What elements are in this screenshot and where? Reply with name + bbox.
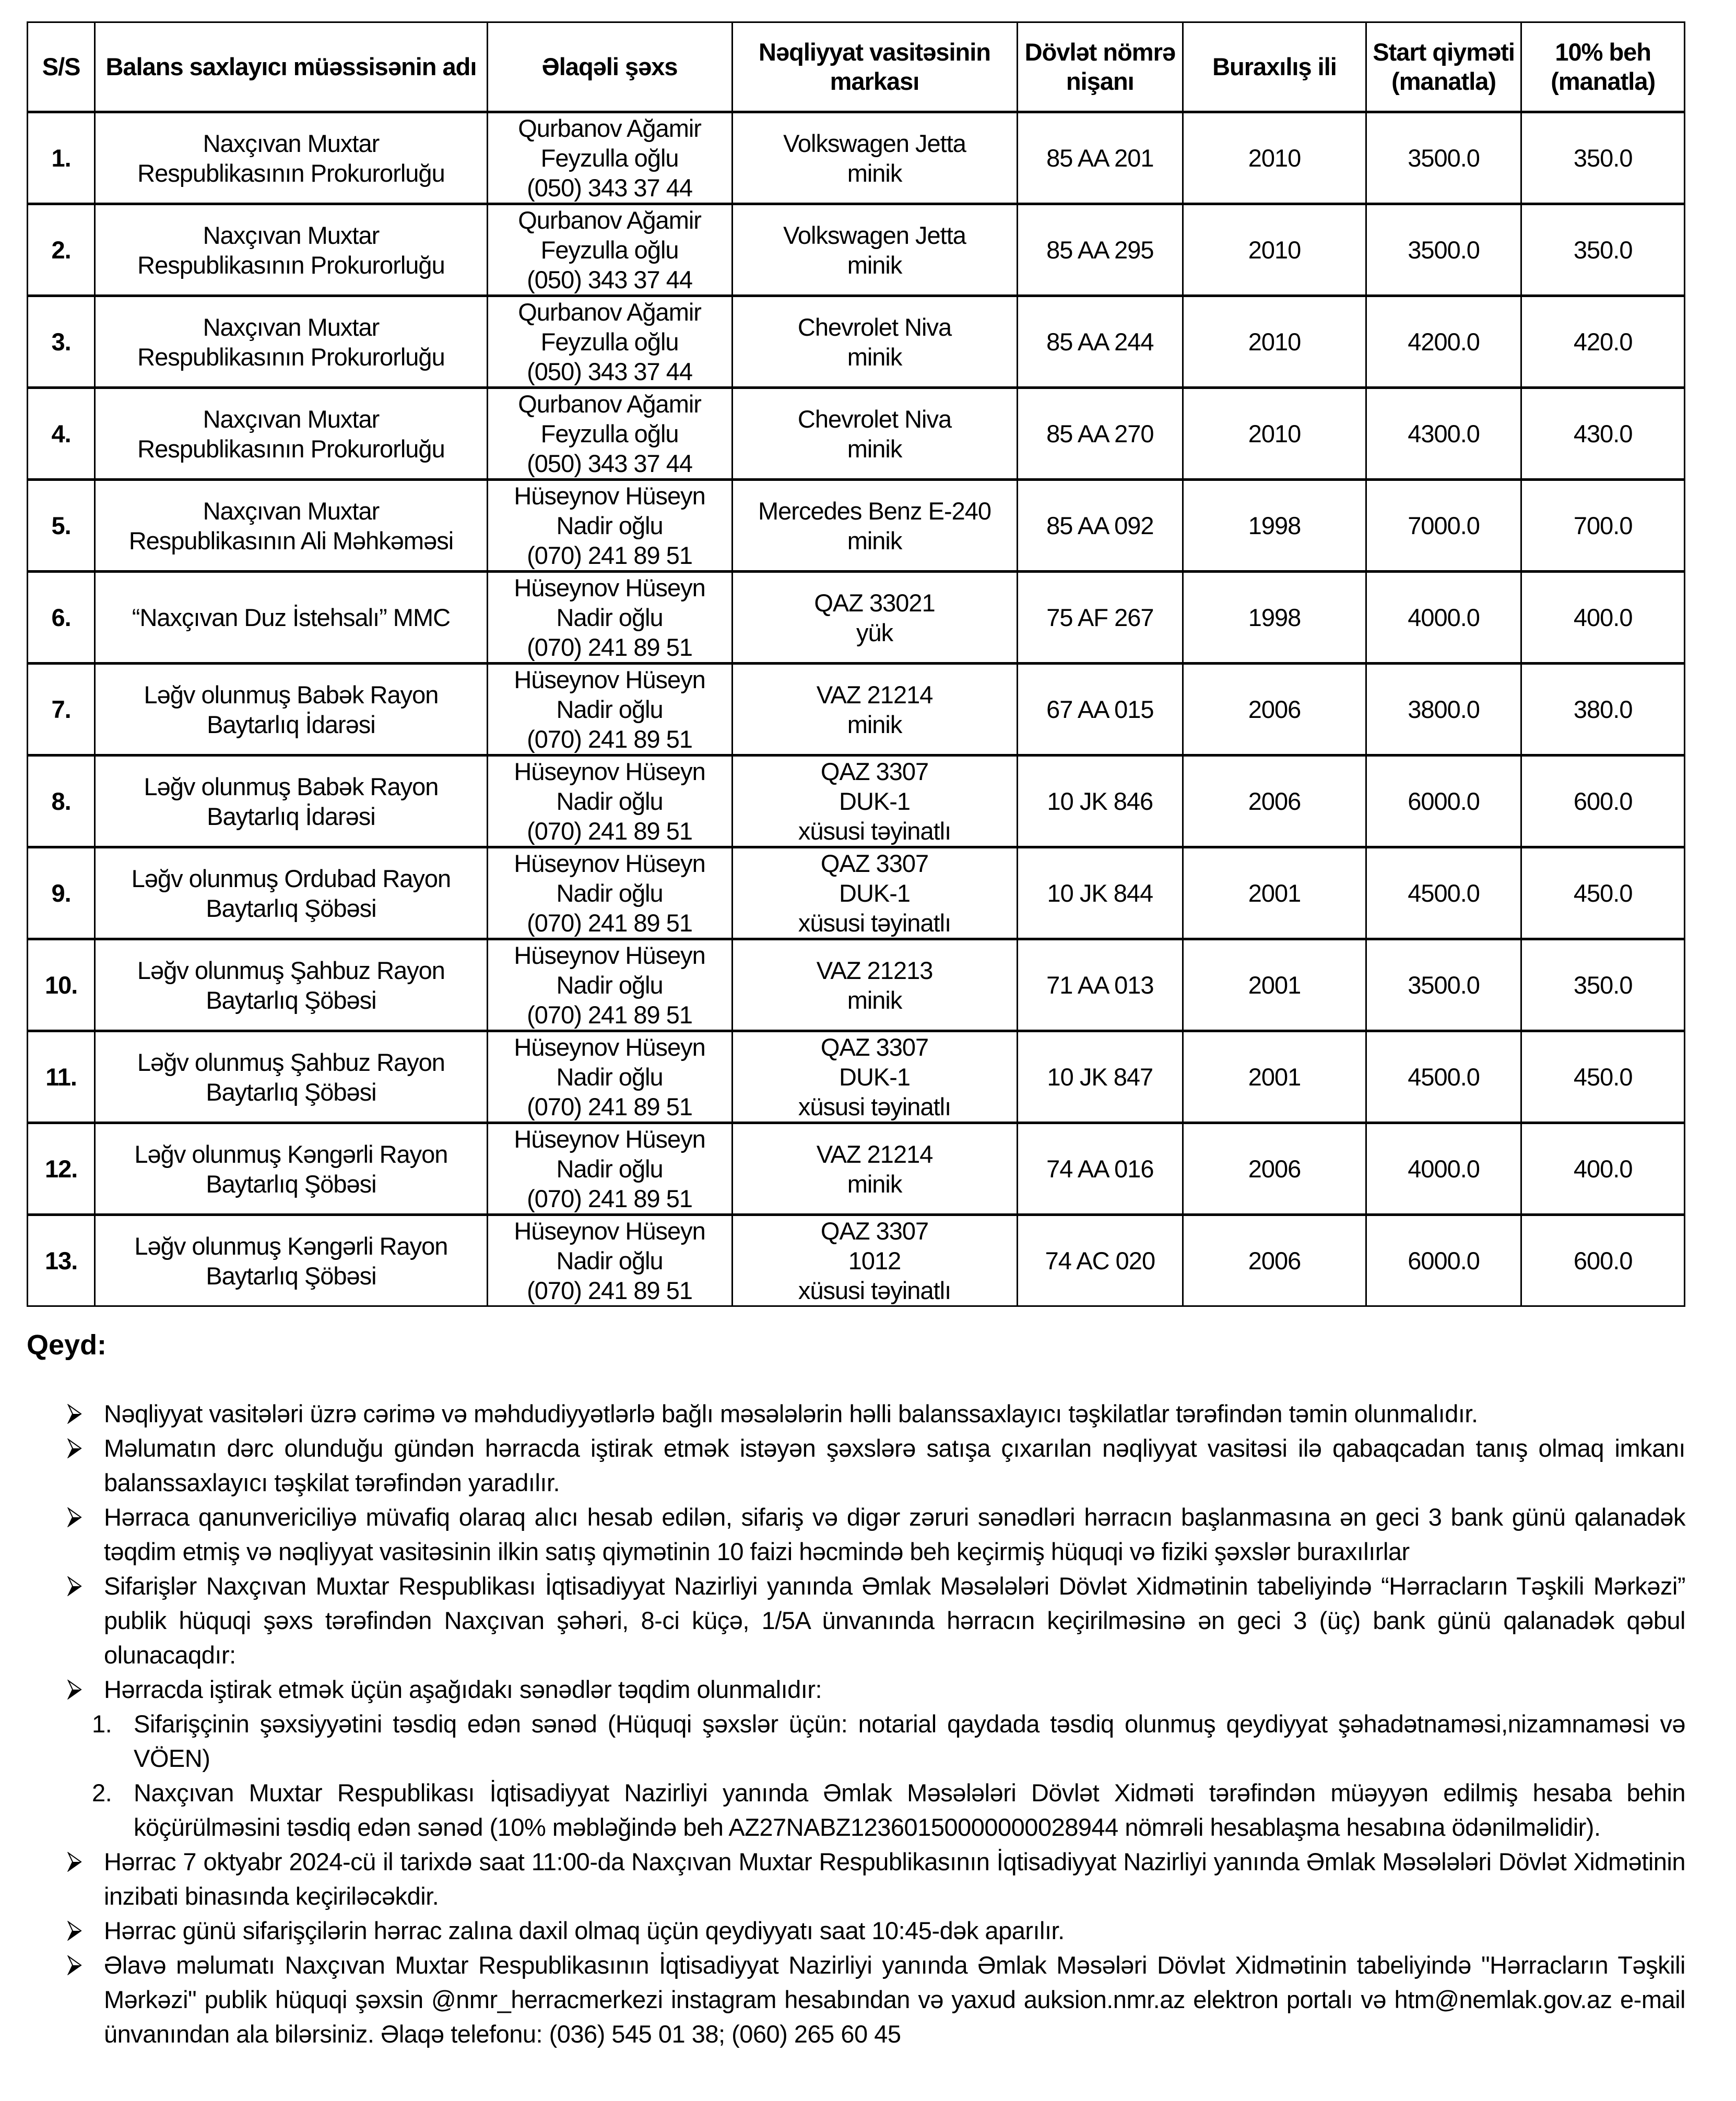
cell-organization-line: Naxçıvan Muxtar xyxy=(203,313,380,341)
cell-contact-person-line: (070) 241 89 51 xyxy=(527,1277,693,1304)
cell-contact-person-line: Nadir oğlu xyxy=(556,604,663,631)
cell-organization-line: Baytarlıq Şöbəsi xyxy=(206,894,376,922)
cell-organization xyxy=(95,847,487,939)
note-bullet-item xyxy=(27,1948,1685,2051)
cell-organization-line: Ləğv olunmuş Ordubad Rayon xyxy=(131,864,451,892)
cell-vehicle-brand xyxy=(732,296,1017,388)
cell-start-price: 4000.0 xyxy=(1366,1123,1521,1215)
cell-vehicle-brand-line: yük xyxy=(856,618,893,646)
cell-organization-line: Naxçıvan Muxtar xyxy=(203,129,380,157)
cell-contact-person-line: Qurbanov Ağamir xyxy=(518,390,701,418)
cell-start-price: 3500.0 xyxy=(1366,112,1521,204)
cell-vehicle-brand-line: 1012 xyxy=(848,1247,901,1274)
note-bullet-item xyxy=(27,1569,1685,1672)
cell-plate-number: 85 AA 244 xyxy=(1017,296,1183,388)
cell-deposit: 450.0 xyxy=(1521,847,1685,939)
cell-start-price: 4500.0 xyxy=(1366,1031,1521,1123)
cell-vehicle-brand xyxy=(732,204,1017,296)
cell-contact-person xyxy=(487,756,732,847)
cell-vehicle-brand-line: VAZ 21214 xyxy=(816,680,933,709)
cell-vehicle-brand-line: minik xyxy=(847,710,902,738)
cell-contact-person-line: (050) 343 37 44 xyxy=(527,174,693,202)
note-item-index: 2. xyxy=(92,1779,112,1807)
header-vehicle-brand: Nəqliyyat vasitəsinin markası xyxy=(732,22,1017,112)
cell-ss: 2. xyxy=(28,204,95,296)
cell-contact-person-line: Nadir oğlu xyxy=(556,1063,663,1091)
note-numbered-item xyxy=(27,1707,1685,1776)
header-start-price: Start qiyməti (manatla) xyxy=(1366,22,1521,112)
cell-organization xyxy=(95,664,487,756)
cell-release-year: 1998 xyxy=(1183,480,1366,572)
cell-contact-person xyxy=(487,847,732,939)
cell-contact-person xyxy=(487,204,732,296)
cell-vehicle-brand xyxy=(732,388,1017,480)
cell-deposit: 400.0 xyxy=(1521,572,1685,664)
cell-contact-person xyxy=(487,480,732,572)
cell-plate-number: 85 AA 295 xyxy=(1017,204,1183,296)
cell-vehicle-brand-line: xüsusi təyinatlı xyxy=(798,1093,951,1120)
cell-plate-number: 10 JK 846 xyxy=(1017,756,1183,847)
cell-contact-person-line: (070) 241 89 51 xyxy=(527,1093,693,1120)
cell-start-price: 7000.0 xyxy=(1366,480,1521,572)
cell-ss: 3. xyxy=(28,296,95,388)
header-contact-person: Əlaqəli şəxs xyxy=(487,22,732,112)
cell-contact-person xyxy=(487,388,732,480)
cell-vehicle-brand-line: minik xyxy=(847,343,902,371)
cell-deposit: 350.0 xyxy=(1521,939,1685,1031)
cell-vehicle-brand-line: QAZ 3307 xyxy=(820,1217,929,1245)
cell-organization-line: Respublikasının Ali Məhkəməsi xyxy=(128,526,454,554)
cell-ss: 9. xyxy=(28,847,95,939)
arrowhead-bullet-icon xyxy=(67,1672,88,1707)
note-text: Hərrac 7 oktyabr 2024-cü il tarixdə saat 11:00-da Naxçıvan Muxtar Respublikasının İqtisadiyyat Nazirliyi yanında Əmlak Məsələləri Dövlət Xidmətinin inzibati binasında keçiriləcəkdir. xyxy=(104,1848,1685,1910)
table-body xyxy=(28,112,1685,1306)
cell-deposit: 350.0 xyxy=(1521,204,1685,296)
cell-deposit: 450.0 xyxy=(1521,1031,1685,1123)
cell-plate-number: 85 AA 201 xyxy=(1017,112,1183,204)
cell-contact-person-line: (070) 241 89 51 xyxy=(527,541,693,569)
cell-vehicle-brand xyxy=(732,847,1017,939)
cell-vehicle-brand-line: xüsusi təyinatlı xyxy=(798,909,951,937)
cell-contact-person-line: Nadir oğlu xyxy=(556,1155,663,1183)
cell-contact-person xyxy=(487,572,732,664)
cell-vehicle-brand xyxy=(732,1215,1017,1306)
cell-organization-line: Ləğv olunmuş Kəngərli Rayon xyxy=(134,1232,448,1260)
cell-vehicle-brand-line: minik xyxy=(847,251,902,279)
cell-organization xyxy=(95,1031,487,1123)
cell-contact-person-line: Nadir oğlu xyxy=(556,1247,663,1274)
cell-release-year: 2001 xyxy=(1183,939,1366,1031)
cell-release-year: 2010 xyxy=(1183,204,1366,296)
cell-contact-person-line: Nadir oğlu xyxy=(556,512,663,539)
cell-ss: 13. xyxy=(28,1215,95,1306)
cell-start-price: 4500.0 xyxy=(1366,847,1521,939)
table-row xyxy=(28,847,1685,939)
cell-contact-person-line: Nadir oğlu xyxy=(556,879,663,907)
cell-vehicle-brand-line: minik xyxy=(847,1170,902,1198)
header-organization: Balans saxlayıcı müəssisənin adı xyxy=(95,22,487,112)
cell-ss: 6. xyxy=(28,572,95,664)
table-row xyxy=(28,664,1685,756)
note-item-index: 1. xyxy=(92,1710,112,1738)
cell-organization xyxy=(95,939,487,1031)
arrowhead-bullet-icon xyxy=(67,1914,88,1948)
cell-contact-person-line: Feyzulla oğlu xyxy=(540,144,679,172)
cell-organization-line: Ləğv olunmuş Kəngərli Rayon xyxy=(134,1140,448,1168)
notes-list xyxy=(27,1397,1685,2051)
cell-ss: 12. xyxy=(28,1123,95,1215)
note-text: Əlavə məlumatı Naxçıvan Muxtar Respublikasının İqtisadiyyat Nazirliyi yanında Əmlak Məsələri Dövlət Xidmətinin tabeliyində "Hərracların Təşkili Mərkəzi" publik hüquqi şəxsin @nmr_herracmerkezi instagram hesabından və yaxud auksion.nmr.az elektron portalı və htm@nemlak.gov.az e-mail ünvanından ala bilərsiniz. Əlaqə telefonu: (036) 545 01 38; (060) 265 60 45 xyxy=(104,1951,1685,2048)
cell-vehicle-brand-line: QAZ 3307 xyxy=(820,849,929,877)
table-row xyxy=(28,1215,1685,1306)
cell-release-year: 2010 xyxy=(1183,112,1366,204)
table-row xyxy=(28,1031,1685,1123)
cell-contact-person xyxy=(487,664,732,756)
cell-contact-person xyxy=(487,112,732,204)
cell-vehicle-brand xyxy=(732,1031,1017,1123)
cell-vehicle-brand-line: Mercedes Benz E-240 xyxy=(758,497,991,525)
cell-organization xyxy=(95,388,487,480)
cell-deposit: 400.0 xyxy=(1521,1123,1685,1215)
cell-deposit: 700.0 xyxy=(1521,480,1685,572)
cell-organization-line: Respublikasının Prokurorluğu xyxy=(137,343,445,371)
cell-vehicle-brand-line: Volkswagen Jetta xyxy=(783,221,966,249)
cell-contact-person-line: Qurbanov Ağamir xyxy=(518,114,701,142)
cell-contact-person-line: Hüseynov Hüseyn xyxy=(514,758,705,785)
cell-contact-person-line: (070) 241 89 51 xyxy=(527,817,693,845)
cell-vehicle-brand xyxy=(732,756,1017,847)
note-text: Hərrac günü sifarişçilərin hərrac zalına daxil olmaq üçün qeydiyyatı saat 10:45-dək aparılır. xyxy=(104,1917,1065,1944)
cell-vehicle-brand xyxy=(732,939,1017,1031)
cell-organization-line: Ləğv olunmuş Babək Rayon xyxy=(144,772,439,800)
cell-organization xyxy=(95,756,487,847)
cell-vehicle-brand-line: DUK-1 xyxy=(839,879,911,907)
note-bullet-item xyxy=(27,1500,1685,1569)
cell-contact-person xyxy=(487,1123,732,1215)
cell-release-year: 2006 xyxy=(1183,756,1366,847)
cell-start-price: 3500.0 xyxy=(1366,939,1521,1031)
table-row xyxy=(28,572,1685,664)
cell-contact-person-line: Hüseynov Hüseyn xyxy=(514,1033,705,1061)
cell-contact-person xyxy=(487,1031,732,1123)
cell-organization xyxy=(95,1123,487,1215)
cell-organization-line: Naxçıvan Muxtar xyxy=(203,221,380,249)
cell-start-price: 4300.0 xyxy=(1366,388,1521,480)
cell-deposit: 420.0 xyxy=(1521,296,1685,388)
cell-deposit: 600.0 xyxy=(1521,756,1685,847)
cell-vehicle-brand-line: DUK-1 xyxy=(839,787,911,815)
cell-deposit: 600.0 xyxy=(1521,1215,1685,1306)
cell-plate-number: 74 AC 020 xyxy=(1017,1215,1183,1306)
cell-release-year: 2006 xyxy=(1183,1123,1366,1215)
cell-deposit: 430.0 xyxy=(1521,388,1685,480)
cell-vehicle-brand-line: QAZ 3307 xyxy=(820,758,929,785)
cell-vehicle-brand xyxy=(732,112,1017,204)
cell-contact-person-line: Hüseynov Hüseyn xyxy=(514,1217,705,1245)
arrowhead-bullet-icon xyxy=(67,1397,88,1431)
table-row xyxy=(28,756,1685,847)
cell-organization-line: Respublikasının Prokurorluğu xyxy=(137,251,445,279)
cell-plate-number: 10 JK 844 xyxy=(1017,847,1183,939)
cell-contact-person-line: (050) 343 37 44 xyxy=(527,266,693,293)
cell-contact-person-line: (050) 343 37 44 xyxy=(527,450,693,477)
cell-contact-person-line: (070) 241 89 51 xyxy=(527,1185,693,1212)
cell-contact-person-line: Nadir oğlu xyxy=(556,971,663,999)
cell-organization-line: Naxçıvan Muxtar xyxy=(203,405,380,433)
note-text: Sifarişçinin şəxsiyyətini təsdiq edən sənəd (Hüquqi şəxslər üçün: notarial qaydada təsdiq olunmuş qeydiyyat şəhadətnaməsi,nizamnaməsi və VÖEN) xyxy=(134,1710,1685,1772)
cell-contact-person-line: Feyzulla oğlu xyxy=(540,328,679,356)
cell-organization-line: Baytarlıq Şöbəsi xyxy=(206,1170,376,1198)
arrowhead-bullet-icon xyxy=(67,1948,88,1982)
cell-organization-line: Naxçıvan Muxtar xyxy=(203,497,380,525)
cell-plate-number: 85 AA 092 xyxy=(1017,480,1183,572)
cell-vehicle-brand-line: VAZ 21213 xyxy=(816,956,933,984)
table-row xyxy=(28,480,1685,572)
cell-vehicle-brand-line: DUK-1 xyxy=(839,1063,911,1091)
table-row xyxy=(28,388,1685,480)
cell-contact-person-line: Nadir oğlu xyxy=(556,695,663,723)
arrowhead-bullet-icon xyxy=(67,1500,88,1535)
note-text: Hərraca qanunvericiliyə müvafiq olaraq alıcı hesab edilən, sifariş və digər zəruri sənədləri hərracın başlanmasına ən geci 3 bank günü qalanadək təqdim etmiş və nəqliyyat vasitəsinin ilkin satış qiymətinin 10 faizi həcmində beh keçirmiş hüquqi və fiziki şəxslər buraxılırlar xyxy=(104,1503,1685,1565)
cell-release-year: 2001 xyxy=(1183,1031,1366,1123)
table-row xyxy=(28,112,1685,204)
arrowhead-bullet-icon xyxy=(67,1845,88,1879)
cell-ss: 1. xyxy=(28,112,95,204)
cell-vehicle-brand xyxy=(732,664,1017,756)
table-row xyxy=(28,204,1685,296)
cell-start-price: 3500.0 xyxy=(1366,204,1521,296)
cell-contact-person-line: (050) 343 37 44 xyxy=(527,358,693,385)
cell-contact-person-line: (070) 241 89 51 xyxy=(527,1001,693,1029)
cell-contact-person xyxy=(487,939,732,1031)
cell-vehicle-brand xyxy=(732,480,1017,572)
cell-vehicle-brand-line: QAZ 33021 xyxy=(814,588,935,617)
cell-ss: 11. xyxy=(28,1031,95,1123)
cell-vehicle-brand-line: minik xyxy=(847,986,902,1014)
cell-ss: 4. xyxy=(28,388,95,480)
note-text: Nəqliyyat vasitələri üzrə cərimə və məhdudiyyətlərlə bağlı məsələlərin həlli balanssaxlayıcı təşkilatlar tərəfindən təmin olunmalıdır. xyxy=(104,1400,1478,1427)
note-bullet-item xyxy=(27,1914,1685,1948)
cell-contact-person-line: Qurbanov Ağamir xyxy=(518,298,701,326)
cell-organization xyxy=(95,480,487,572)
table-row xyxy=(28,296,1685,388)
cell-contact-person-line: Feyzulla oğlu xyxy=(540,236,679,264)
cell-vehicle-brand xyxy=(732,572,1017,664)
cell-contact-person-line: Hüseynov Hüseyn xyxy=(514,849,705,877)
cell-contact-person-line: Hüseynov Hüseyn xyxy=(514,941,705,969)
cell-contact-person-line: (070) 241 89 51 xyxy=(527,725,693,753)
table-header-row xyxy=(28,22,1685,112)
cell-organization xyxy=(95,572,487,664)
note-text: Naxçıvan Muxtar Respublikası İqtisadiyyat Nazirliyi yanında Əmlak Məsələləri Dövlət Xidməti tərəfindən müəyyən edilmiş hesaba behin köçürülməsini təsdiq edən sənəd (10% məbləğində beh AZ27NABZ12360150000000028944 nömrəli hesablaşma hesabına ödənilməlidir). xyxy=(134,1779,1685,1841)
cell-vehicle-brand-line: Volkswagen Jetta xyxy=(783,129,966,157)
cell-contact-person-line: (070) 241 89 51 xyxy=(527,909,693,937)
cell-organization-line: Baytarlıq Şöbəsi xyxy=(206,1078,376,1106)
cell-start-price: 4200.0 xyxy=(1366,296,1521,388)
cell-contact-person-line: Nadir oğlu xyxy=(556,787,663,815)
cell-vehicle-brand-line: Chevrolet Niva xyxy=(797,405,952,433)
cell-ss: 5. xyxy=(28,480,95,572)
note-bullet-item xyxy=(27,1672,1685,1707)
arrowhead-bullet-icon xyxy=(67,1569,88,1603)
cell-start-price: 4000.0 xyxy=(1366,572,1521,664)
cell-ss: 8. xyxy=(28,756,95,847)
cell-deposit: 380.0 xyxy=(1521,664,1685,756)
cell-organization xyxy=(95,204,487,296)
cell-vehicle-brand-line: QAZ 3307 xyxy=(820,1033,929,1061)
cell-vehicle-brand xyxy=(732,1123,1017,1215)
notes-title: Qeyd: xyxy=(27,1329,107,1361)
cell-contact-person-line: Hüseynov Hüseyn xyxy=(514,1125,705,1153)
cell-contact-person-line: Qurbanov Ağamir xyxy=(518,206,701,234)
cell-start-price: 3800.0 xyxy=(1366,664,1521,756)
cell-ss: 10. xyxy=(28,939,95,1031)
cell-contact-person xyxy=(487,1215,732,1306)
table-row xyxy=(28,939,1685,1031)
cell-vehicle-brand-line: minik xyxy=(847,434,902,463)
cell-contact-person-line: Hüseynov Hüseyn xyxy=(514,574,705,601)
cell-vehicle-brand-line: xüsusi təyinatlı xyxy=(798,1277,951,1304)
table-row xyxy=(28,1123,1685,1215)
cell-organization xyxy=(95,296,487,388)
cell-vehicle-brand-line: minik xyxy=(847,526,902,554)
cell-plate-number: 74 AA 016 xyxy=(1017,1123,1183,1215)
cell-organization-line: “Naxçıvan Duz İstehsalı” MMC xyxy=(132,604,451,631)
header-plate-number: Dövlət nömrə nişanı xyxy=(1017,22,1183,112)
note-bullet-item xyxy=(27,1397,1685,1431)
cell-organization-line: Ləğv olunmuş Şahbuz Rayon xyxy=(137,956,445,984)
cell-organization-line: Baytarlıq İdarəsi xyxy=(207,710,375,738)
cell-plate-number: 67 AA 015 xyxy=(1017,664,1183,756)
cell-organization-line: Respublikasının Prokurorluğu xyxy=(137,159,445,187)
note-bullet-item xyxy=(27,1845,1685,1914)
cell-release-year: 2010 xyxy=(1183,388,1366,480)
cell-organization-line: Ləğv olunmuş Babək Rayon xyxy=(144,680,439,709)
cell-contact-person-line: Hüseynov Hüseyn xyxy=(514,666,705,693)
cell-release-year: 2006 xyxy=(1183,1215,1366,1306)
cell-plate-number: 10 JK 847 xyxy=(1017,1031,1183,1123)
arrowhead-bullet-icon xyxy=(67,1431,88,1466)
vehicles-table xyxy=(27,21,1685,1307)
cell-start-price: 6000.0 xyxy=(1366,1215,1521,1306)
cell-contact-person-line: Feyzulla oğlu xyxy=(540,420,679,447)
cell-release-year: 2006 xyxy=(1183,664,1366,756)
cell-organization-line: Baytarlıq Şöbəsi xyxy=(206,986,376,1014)
cell-start-price: 6000.0 xyxy=(1366,756,1521,847)
header-release-year: Buraxılış ili xyxy=(1183,22,1366,112)
cell-organization-line: Baytarlıq Şöbəsi xyxy=(206,1261,376,1290)
cell-vehicle-brand-line: minik xyxy=(847,159,902,187)
note-text: Məlumatın dərc olunduğu gündən hərracda iştirak etmək istəyən şəxslərə satışa çıxarılan nəqliyyat vasitəsi ilə qabaqcadan tanış olmaq imkanı balanssaxlayıcı təşkilat tərəfindən yaradılır. xyxy=(104,1434,1685,1496)
note-numbered-item xyxy=(27,1776,1685,1845)
cell-organization-line: Baytarlıq İdarəsi xyxy=(207,802,375,830)
cell-ss: 7. xyxy=(28,664,95,756)
note-text: Sifarişlər Naxçıvan Muxtar Respublikası İqtisadiyyat Nazirliyi yanında Əmlak Məsələləri Dövlət Xidmətinin tabeliyində “Hərracların Təşkili Mərkəzi” publik hüquqi şəxs tərəfindən Naxçıvan şəhəri, 8-ci küçə, 1/5A ünvanında hərracın keçirilməsinə ən geci 3 (üç) bank günü qalanadək qəbul olunacaqdır: xyxy=(104,1572,1685,1669)
cell-contact-person-line: (070) 241 89 51 xyxy=(527,633,693,661)
cell-vehicle-brand-line: VAZ 21214 xyxy=(816,1140,933,1168)
cell-vehicle-brand-line: Chevrolet Niva xyxy=(797,313,952,341)
cell-plate-number: 75 AF 267 xyxy=(1017,572,1183,664)
cell-release-year: 2001 xyxy=(1183,847,1366,939)
cell-organization-line: Respublikasının Prokurorluğu xyxy=(137,434,445,463)
cell-plate-number: 85 AA 270 xyxy=(1017,388,1183,480)
note-bullet-item xyxy=(27,1431,1685,1500)
note-text: Hərracda iştirak etmək üçün aşağıdakı sənədlər təqdim olunmalıdır: xyxy=(104,1675,822,1703)
cell-release-year: 2010 xyxy=(1183,296,1366,388)
cell-deposit: 350.0 xyxy=(1521,112,1685,204)
cell-organization xyxy=(95,112,487,204)
cell-organization-line: Ləğv olunmuş Şahbuz Rayon xyxy=(137,1048,445,1076)
header-ss: S/S xyxy=(28,22,95,112)
header-deposit: 10% beh (manatla) xyxy=(1521,22,1685,112)
cell-contact-person-line: Hüseynov Hüseyn xyxy=(514,482,705,510)
cell-plate-number: 71 AA 013 xyxy=(1017,939,1183,1031)
cell-contact-person xyxy=(487,296,732,388)
cell-organization xyxy=(95,1215,487,1306)
cell-vehicle-brand-line: xüsusi təyinatlı xyxy=(798,817,951,845)
cell-release-year: 1998 xyxy=(1183,572,1366,664)
